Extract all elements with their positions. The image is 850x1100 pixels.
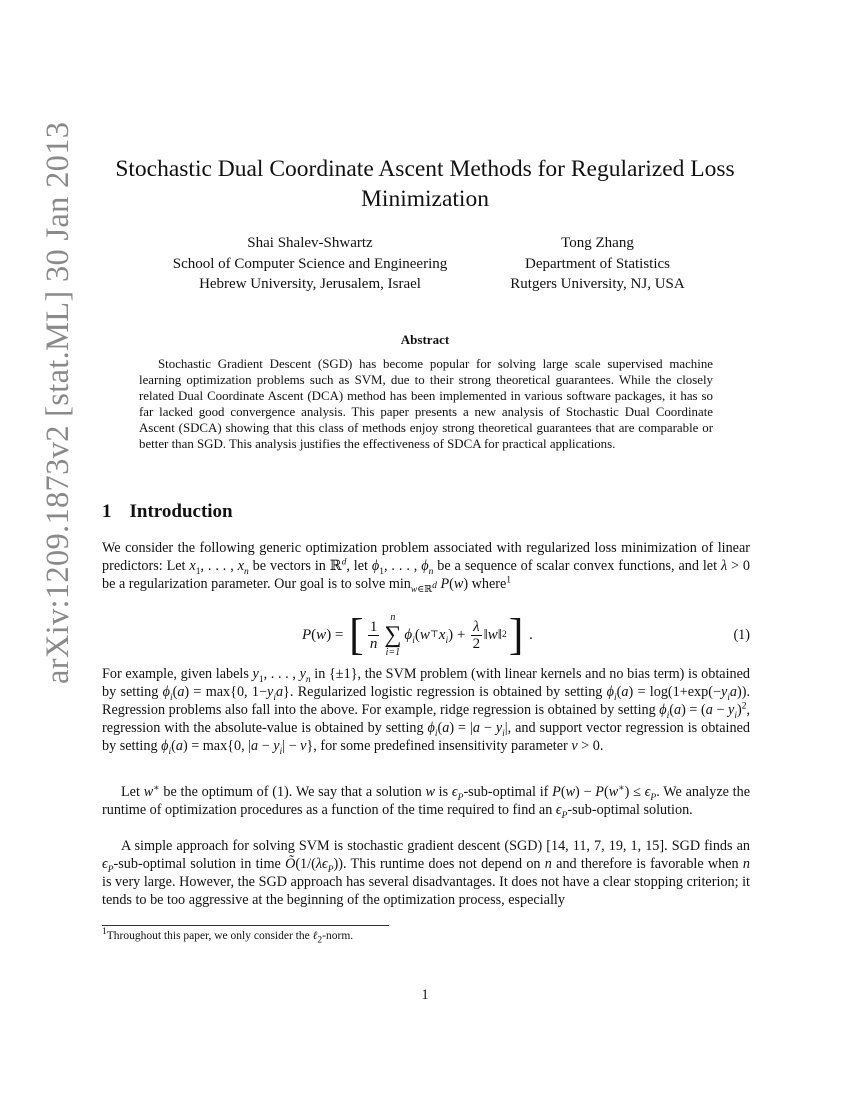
author-affiliation: Department of Statistics [525,255,670,272]
equation-1 [102,607,750,663]
abstract-heading: Abstract [400,332,450,347]
author-name: Shai Shalev-Shwartz [247,235,373,251]
author-location: Hebrew University, Jerusalem, Israel [199,276,421,292]
section-number: 1 [102,501,112,522]
author-block-2 [490,233,705,295]
author-block-1 [150,233,470,295]
author-location: Rutgers University, NJ, USA [510,276,685,292]
footnote-marker: 1 [506,575,512,586]
intro-paragraph-2: For example, given labels $y_1$, . . . , $y_n$ in {±1}, the SVM problem (with linear kernels and no bias term) is obtained by setting $\phi_i(a) = \max\{0$, $1-y_ia$}. Regularized logistic regression is obtained by setting $\phi_i(a) = \log(1+\exp(-y_ia))$. Regression problems also fall into the above. For example, ridge regression is obtained by setting $\phi_i(a) = (a - y_i)^2$, regression with the absolute-value is obtained by setting $\phi_i(a) = |a - y_i|$, and support vector regression is obtained by setting $\phi_i(a) = \max\{0$, $|a - y_i| - \nu$}, for some predefined insensitivity parameter ν > 0. [102,666,750,757]
page-number: 1 [421,987,429,1003]
paper-title: Stochastic Dual Coordinate Ascent Methods for Regularized Loss Minimization [115,156,735,212]
footnote-divider [102,925,389,926]
intro-paragraph-4: A simple approach for solving SVM is stochastic gradient descent (SGD) [14, 11, 7, 19, 1, 15]. SGD finds an $\epsilon_P-sub$-optimal solution in time $Õ(1/(\lambda\epsilon_P))$. This runtime does not depend on n and therefore is favorable when n is very large. However, the SGD approach has several disadvantages. It does not have a clear stopping criterion; it tends to be too aggressive at the beginning of the optimization process, especially [102,838,751,908]
abstract-text: Stochastic Gradient Descent (SGD) has become popular for solving large scale supervised machine learning optimization problems such as SVM, due to their strong theoretical guarantees. While the closely related Dual Coordinate Ascent (DCA) method has been implemented in various software packages, it has so far lacked good convergence analysis. This paper presents a new analysis of Stochastic Dual Coordinate Ascent (SDCA) showing that this class of methods enjoy strong theoretical guarantees that are comparable or better than SGD. This analysis justifies the effectiveness of SDCA for practical applications. [139,357,713,451]
equation-body: P ( w ) = [ $\frac{1}{n}$ n ∑ i=1 $\phi_i$ ( w ⊤ $x_i$ ) + $\frac{\lambda}{2}$ ‖ w ‖ 2 ] . [302,610,533,659]
section-heading [102,500,233,524]
equation-number: (1) [733,627,750,643]
intro-paragraph-1: We consider the following generic optimization problem associated with regularized loss minimization of linear predictors: Let $x_1$, . . . , $x_n$ be vectors in ℝ$^d$, let $\phi_1$, . . . , $\phi_n$ be a sequence of scalar convex functions, and let λ > 0 be a regularization parameter. Our goal is to solve $\min_{w\in ℝ^d} P(w)$ where$^1$ [102,540,751,595]
footnote: $^1$Throughout this paper, we only consider the ℓ$_2$-norm. [102,927,354,946]
section-title: Introduction [129,501,233,522]
author-affiliation: School of Computer Science and Engineering [172,255,448,272]
arxiv-identifier-stamp: arXiv:1209.1873v2 [stat.ML] 30 Jan 2013 [40,121,76,684]
author-name: Tong Zhang [561,235,634,251]
intro-paragraph-3: Let w∗ be the optimum of (1). We say that a solution w is $\epsilon_P-sub$-optimal if $P(w) - P(w^∗) \le \epsilon_P$. We analyze the runtime of optimization procedures as a function of the time required to find an $\epsilon_P-sub$-optimal solution. [102,783,751,821]
